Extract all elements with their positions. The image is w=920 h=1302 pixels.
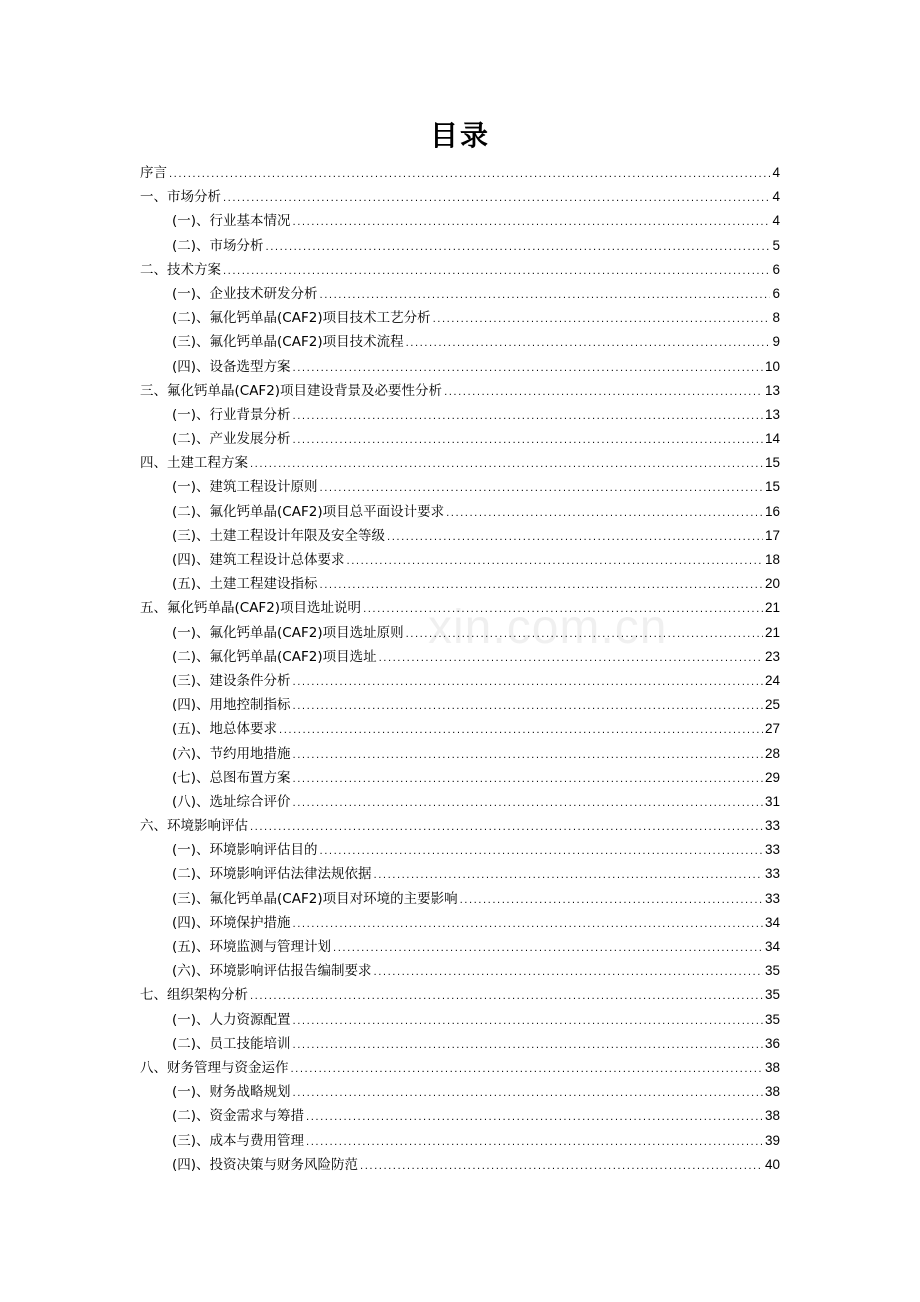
toc-entry-page-number: 24 — [764, 672, 780, 688]
toc-entry-section[interactable] — [140, 862, 780, 886]
toc-entry-page-number: 40 — [764, 1156, 780, 1172]
toc-entry-page-number: 13 — [764, 406, 780, 422]
toc-dot-leader — [223, 187, 770, 211]
toc-dot-leader — [291, 1058, 763, 1082]
toc-entry-section[interactable] — [140, 766, 780, 790]
toc-entry-page-number: 5 — [772, 237, 780, 253]
toc-entry-page-number: 10 — [764, 358, 780, 374]
toc-dot-leader — [320, 284, 771, 308]
toc-entry-label: (七)、总图布置方案 — [172, 769, 291, 786]
toc-dot-leader — [460, 889, 763, 913]
toc-entry-section[interactable] — [140, 790, 780, 814]
toc-entry-label: (一)、环境影响评估目的 — [172, 842, 318, 859]
toc-entry-chapter[interactable] — [140, 1056, 780, 1080]
toc-entry-label: 一、市场分析 — [140, 189, 221, 206]
toc-entry-label: 四、土建工程方案 — [140, 455, 248, 472]
toc-entry-page-number: 35 — [764, 987, 780, 1003]
toc-dot-leader — [169, 163, 770, 187]
toc-entry-label: (二)、资金需求与筹措 — [172, 1108, 305, 1125]
toc-entry-page-number: 31 — [764, 793, 780, 809]
toc-entry-page-number: 6 — [772, 285, 780, 301]
toc-entry-page-number: 17 — [764, 527, 780, 543]
toc-entry-page-number: 33 — [764, 818, 780, 834]
toc-entry-page-number: 15 — [764, 479, 780, 495]
toc-entry-label: (三)、氟化钙单晶(CAF2)项目技术流程 — [172, 334, 404, 351]
toc-entry-section[interactable] — [140, 572, 780, 596]
toc-entry-label: (一)、企业技术研发分析 — [172, 285, 318, 302]
toc-entry-section[interactable] — [140, 355, 780, 379]
toc-entry-page-number: 21 — [764, 624, 780, 640]
toc-entry-page-number: 15 — [764, 455, 780, 471]
watermark: xin.com.cn — [428, 601, 668, 654]
toc-entry-label: (二)、市场分析 — [172, 237, 264, 254]
toc-entry-label: (二)、氟化钙单晶(CAF2)项目总平面设计要求 — [172, 503, 445, 520]
toc-entry-label: (六)、环境影响评估报告编制要求 — [172, 963, 372, 980]
toc-dot-leader — [293, 671, 763, 695]
toc-entry-page-number: 4 — [772, 165, 780, 180]
toc-entry-label: (二)、员工技能培训 — [172, 1035, 291, 1052]
toc-dot-leader — [293, 357, 763, 381]
toc-dot-leader — [379, 647, 763, 671]
toc-entry-label: (五)、环境监测与管理计划 — [172, 939, 332, 955]
toc-entry-section[interactable] — [140, 669, 780, 693]
toc-dot-leader — [293, 768, 763, 792]
toc-dot-leader — [320, 477, 763, 501]
toc-entry-section[interactable] — [140, 500, 780, 524]
toc-entry-page-number: 27 — [764, 721, 780, 737]
toc-entry-page-number: 21 — [764, 600, 780, 616]
toc-entry-section[interactable] — [140, 524, 780, 548]
toc-entry-chapter[interactable] — [140, 379, 780, 403]
toc-entry-section[interactable] — [140, 1129, 780, 1153]
toc-dot-leader — [333, 937, 763, 961]
toc-entry-chapter[interactable] — [140, 161, 780, 185]
toc-entry-section[interactable] — [140, 742, 780, 766]
toc-dot-leader — [293, 695, 763, 719]
toc-entry-label: (五)、土建工程建设指标 — [172, 576, 318, 593]
toc-entry-page-number: 9 — [772, 334, 780, 350]
toc-entry-label: (一)、财务战略规划 — [172, 1084, 291, 1101]
toc-dot-leader — [250, 816, 763, 840]
toc-entry-section[interactable] — [140, 234, 780, 258]
toc-dot-leader — [306, 1131, 763, 1155]
toc-dot-leader — [293, 792, 763, 816]
toc-entry-page-number: 35 — [764, 1011, 780, 1027]
toc-dot-leader — [266, 236, 771, 260]
toc-entry-page-number: 38 — [764, 1084, 780, 1100]
toc-entry-page-number: 25 — [764, 697, 780, 713]
toc-entry-label: 序言 — [140, 165, 167, 181]
toc-dot-leader — [293, 913, 763, 937]
toc-entry-label: (一)、行业基本情况 — [172, 213, 291, 230]
toc-dot-leader — [347, 550, 763, 574]
toc-dot-leader — [293, 429, 763, 453]
toc-dot-leader — [293, 1082, 763, 1106]
toc-entry-label: (三)、成本与费用管理 — [172, 1132, 305, 1149]
toc-entry-page-number: 38 — [764, 1108, 780, 1124]
toc-dot-leader — [363, 598, 763, 622]
toc-entry-page-number: 8 — [772, 310, 780, 326]
toc-entry-label: (四)、设备选型方案 — [172, 358, 291, 375]
toc-entry-label: (二)、环境影响评估法律法规依据 — [172, 866, 372, 883]
toc-entry-page-number: 39 — [764, 1132, 780, 1148]
toc-entry-label: (三)、土建工程设计年限及安全等级 — [172, 527, 386, 544]
toc-entry-label: (二)、氟化钙单晶(CAF2)项目技术工艺分析 — [172, 310, 431, 327]
toc-entry-section[interactable] — [140, 427, 780, 451]
toc-entry-chapter[interactable] — [140, 814, 780, 838]
toc-entry-section[interactable] — [140, 911, 780, 935]
toc-entry-page-number: 34 — [764, 939, 780, 954]
toc-entry-chapter[interactable] — [140, 185, 780, 209]
toc-entry-page-number: 35 — [764, 963, 780, 979]
toc-dot-leader — [250, 453, 763, 477]
toc-entry-label: (一)、氟化钙单晶(CAF2)项目选址原则 — [172, 624, 404, 641]
toc-entry-section[interactable] — [140, 693, 780, 717]
toc-entry-label: 五、氟化钙单晶(CAF2)项目选址说明 — [140, 600, 362, 617]
toc-entry-section[interactable] — [140, 1104, 780, 1128]
toc-dot-leader — [320, 840, 763, 864]
toc-entry-label: (二)、产业发展分析 — [172, 431, 291, 448]
toc-dot-leader — [406, 332, 771, 356]
toc-dot-leader — [293, 405, 763, 429]
toc-entry-label: (四)、建筑工程设计总体要求 — [172, 552, 345, 568]
toc-entry-section[interactable] — [140, 838, 780, 862]
toc-entry-section[interactable] — [140, 306, 780, 330]
toc-entry-page-number: 23 — [764, 648, 780, 664]
toc-entry-section[interactable] — [140, 959, 780, 983]
toc-dot-leader — [279, 719, 763, 743]
toc-entry-section[interactable] — [140, 548, 780, 572]
toc-entry-page-number: 13 — [764, 382, 780, 398]
toc-entry-section[interactable] — [140, 717, 780, 741]
toc-entry-label: (三)、建设条件分析 — [172, 672, 291, 689]
toc-dot-leader — [360, 1155, 763, 1179]
toc-dot-leader — [444, 381, 763, 405]
toc-entry-section[interactable] — [140, 282, 780, 306]
toc-dot-leader — [293, 1010, 763, 1034]
toc-entry-chapter[interactable] — [140, 258, 780, 282]
toc-entry-label: (一)、人力资源配置 — [172, 1011, 291, 1028]
toc-entry-section[interactable] — [140, 1080, 780, 1104]
toc-dot-leader — [406, 623, 763, 647]
toc-dot-leader — [387, 526, 763, 550]
toc-entry-page-number: 28 — [764, 745, 780, 761]
table-of-contents — [140, 161, 780, 1177]
toc-entry-section[interactable] — [140, 1032, 780, 1056]
toc-dot-leader — [293, 211, 771, 235]
toc-entry-label: 三、氟化钙单晶(CAF2)项目建设背景及必要性分析 — [140, 382, 443, 399]
toc-dot-leader — [293, 744, 763, 768]
toc-dot-leader — [306, 1106, 763, 1130]
toc-entry-section[interactable] — [140, 475, 780, 499]
toc-entry-label: (四)、用地控制指标 — [172, 697, 291, 714]
toc-entry-page-number: 18 — [764, 552, 780, 567]
toc-entry-page-number: 33 — [764, 866, 780, 882]
toc-entry-page-number: 38 — [764, 1059, 780, 1075]
toc-entry-label: (一)、行业背景分析 — [172, 406, 291, 423]
toc-entry-section[interactable] — [140, 403, 780, 427]
toc-entry-page-number: 20 — [764, 576, 780, 592]
toc-entry-section[interactable] — [140, 1008, 780, 1032]
toc-dot-leader — [374, 961, 763, 985]
toc-dot-leader — [320, 574, 763, 598]
toc-entry-page-number: 16 — [764, 503, 780, 519]
toc-entry-section[interactable] — [140, 645, 780, 669]
toc-entry-page-number: 4 — [772, 213, 780, 229]
toc-entry-section[interactable] — [140, 209, 780, 233]
toc-entry-label: (四)、投资决策与财务风险防范 — [172, 1156, 359, 1173]
toc-entry-label: (八)、选址综合评价 — [172, 793, 291, 810]
toc-entry-label: 七、组织架构分析 — [140, 987, 248, 1004]
toc-entry-chapter[interactable] — [140, 596, 780, 620]
toc-entry-label: 二、技术方案 — [140, 261, 221, 278]
toc-entry-page-number: 4 — [772, 189, 780, 205]
toc-entry-label: (一)、建筑工程设计原则 — [172, 479, 318, 496]
toc-entry-label: (二)、氟化钙单晶(CAF2)项目选址 — [172, 648, 377, 665]
toc-entry-section[interactable] — [140, 1153, 780, 1177]
toc-entry-page-number: 6 — [772, 261, 780, 277]
toc-entry-page-number: 36 — [764, 1035, 780, 1051]
toc-entry-page-number: 33 — [764, 890, 780, 906]
toc-entry-section[interactable] — [140, 330, 780, 354]
toc-entry-chapter[interactable] — [140, 983, 780, 1007]
toc-entry-label: (五)、地总体要求 — [172, 721, 278, 738]
toc-entry-label: (六)、节约用地措施 — [172, 745, 291, 762]
toc-entry-section[interactable] — [140, 887, 780, 911]
toc-entry-page-number: 29 — [764, 769, 780, 785]
toc-entry-page-number: 34 — [764, 914, 780, 930]
toc-dot-leader — [223, 260, 770, 284]
toc-entry-section[interactable] — [140, 621, 780, 645]
toc-title: 目录 — [429, 119, 490, 152]
toc-entry-page-number: 14 — [764, 431, 780, 447]
toc-dot-leader — [446, 502, 763, 526]
toc-entry-chapter[interactable] — [140, 451, 780, 475]
toc-entry-label: (四)、环境保护措施 — [172, 914, 291, 931]
toc-entry-label: 六、环境影响评估 — [140, 818, 248, 835]
toc-entry-label: 八、财务管理与资金运作 — [140, 1059, 289, 1076]
toc-entry-label: (三)、氟化钙单晶(CAF2)项目对环境的主要影响 — [172, 890, 458, 907]
toc-dot-leader — [433, 308, 771, 332]
toc-dot-leader — [374, 864, 763, 888]
toc-entry-section[interactable] — [140, 935, 780, 959]
toc-dot-leader — [250, 985, 763, 1009]
toc-dot-leader — [293, 1034, 763, 1058]
toc-entry-page-number: 33 — [764, 842, 780, 858]
